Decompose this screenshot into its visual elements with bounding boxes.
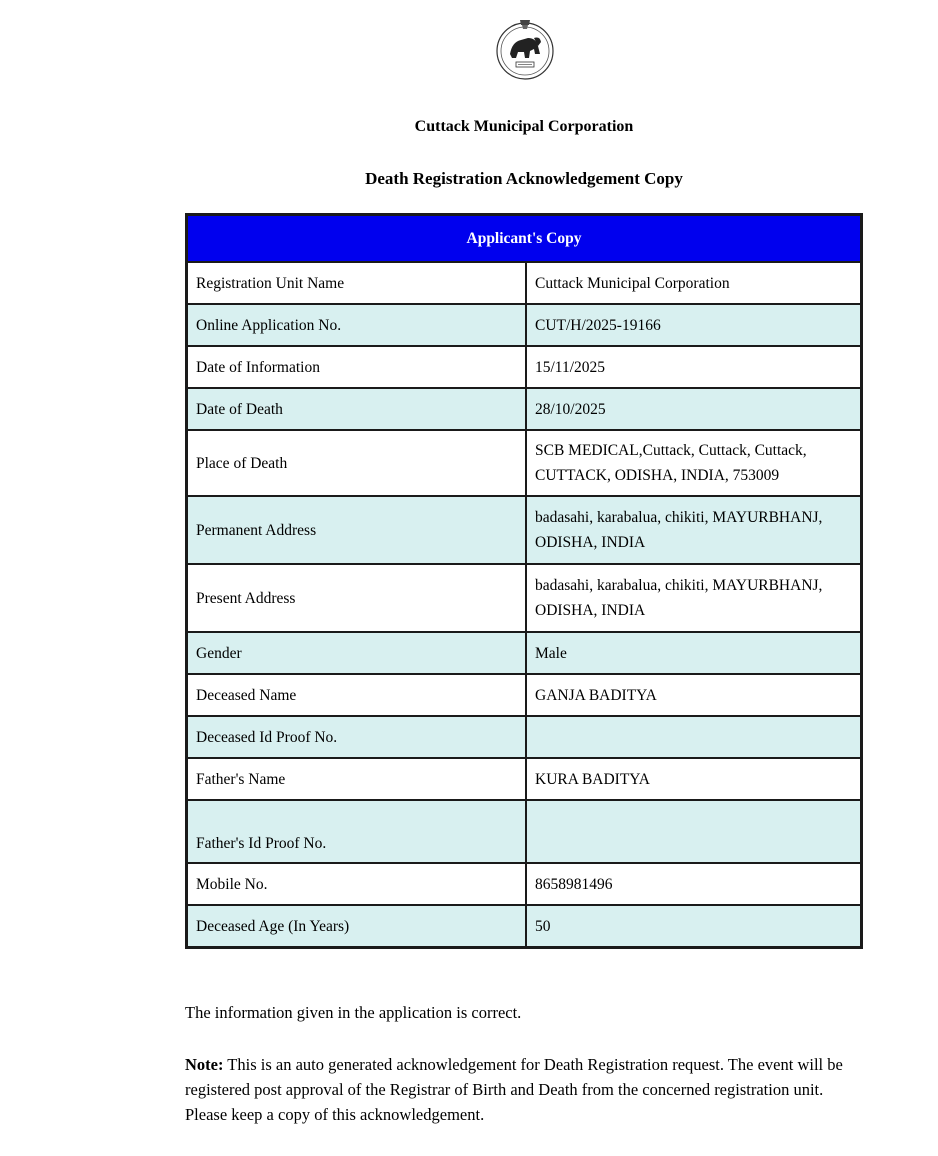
table-row bbox=[187, 346, 861, 388]
row-value-fathers-id-proof bbox=[526, 800, 861, 863]
row-label-application-no: Online Application No. bbox=[187, 304, 526, 346]
row-label-date-of-information: Date of Information bbox=[187, 346, 526, 388]
row-value-application-no: CUT/H/2025-19166 bbox=[526, 304, 861, 346]
table-row bbox=[187, 388, 861, 430]
acknowledgement-note bbox=[185, 1052, 865, 1127]
row-label-deceased-id-proof: Deceased Id Proof No. bbox=[187, 716, 526, 758]
row-value-registration-unit: Cuttack Municipal Corporation bbox=[526, 262, 861, 304]
row-label-permanent-address: Permanent Address bbox=[187, 496, 526, 564]
table-row bbox=[187, 905, 861, 947]
table-row bbox=[187, 632, 861, 674]
row-value-date-of-information: 15/11/2025 bbox=[526, 346, 861, 388]
row-value-fathers-name: KURA BADITYA bbox=[526, 758, 861, 800]
table-row bbox=[187, 716, 861, 758]
row-label-registration-unit: Registration Unit Name bbox=[187, 262, 526, 304]
row-value-mobile-no: 8658981496 bbox=[526, 863, 861, 905]
state-emblem-icon bbox=[494, 16, 556, 82]
row-label-gender: Gender bbox=[187, 632, 526, 674]
row-label-deceased-age: Deceased Age (In Years) bbox=[187, 905, 526, 947]
acknowledgement-table bbox=[185, 213, 863, 949]
row-label-present-address: Present Address bbox=[187, 564, 526, 632]
table-row bbox=[187, 430, 861, 496]
document-title: Death Registration Acknowledgement Copy bbox=[365, 169, 683, 188]
note-text: This is an auto generated acknowledgement for Death Registration request. The event will be registered post approval of the Registrar of Birth and Death from the concerned registration unit. Please keep a copy of this acknowledgement. bbox=[185, 1055, 843, 1124]
table-row bbox=[187, 758, 861, 800]
correctness-statement: The information given in the application is correct. bbox=[185, 1003, 522, 1022]
row-label-deceased-name: Deceased Name bbox=[187, 674, 526, 716]
row-value-place-of-death: SCB MEDICAL,Cuttack, Cuttack, Cuttack, CUTTACK, ODISHA, INDIA, 753009 bbox=[526, 430, 861, 496]
row-label-mobile-no: Mobile No. bbox=[187, 863, 526, 905]
row-label-place-of-death: Place of Death bbox=[187, 430, 526, 496]
row-label-fathers-id-proof: Father's Id Proof No. bbox=[187, 800, 526, 863]
table-row bbox=[187, 496, 861, 564]
table-row bbox=[187, 674, 861, 716]
table-row bbox=[187, 304, 861, 346]
table-row bbox=[187, 863, 861, 905]
table-row bbox=[187, 564, 861, 632]
row-value-deceased-id-proof bbox=[526, 716, 861, 758]
table-heading: Applicant's Copy bbox=[187, 215, 861, 262]
row-value-present-address: badasahi, karabalua, chikiti, MAYURBHANJ, ODISHA, INDIA bbox=[526, 564, 861, 632]
row-value-deceased-name: GANJA BADITYA bbox=[526, 674, 861, 716]
row-value-gender: Male bbox=[526, 632, 861, 674]
note-label: Note: bbox=[185, 1055, 224, 1074]
table-row bbox=[187, 262, 861, 304]
row-label-fathers-name: Father's Name bbox=[187, 758, 526, 800]
organization-name: Cuttack Municipal Corporation bbox=[414, 118, 634, 135]
row-value-date-of-death: 28/10/2025 bbox=[526, 388, 861, 430]
table-row bbox=[187, 800, 861, 863]
row-value-deceased-age: 50 bbox=[526, 905, 861, 947]
row-label-date-of-death: Date of Death bbox=[187, 388, 526, 430]
row-value-permanent-address: badasahi, karabalua, chikiti, MAYURBHANJ, ODISHA, INDIA bbox=[526, 496, 861, 564]
